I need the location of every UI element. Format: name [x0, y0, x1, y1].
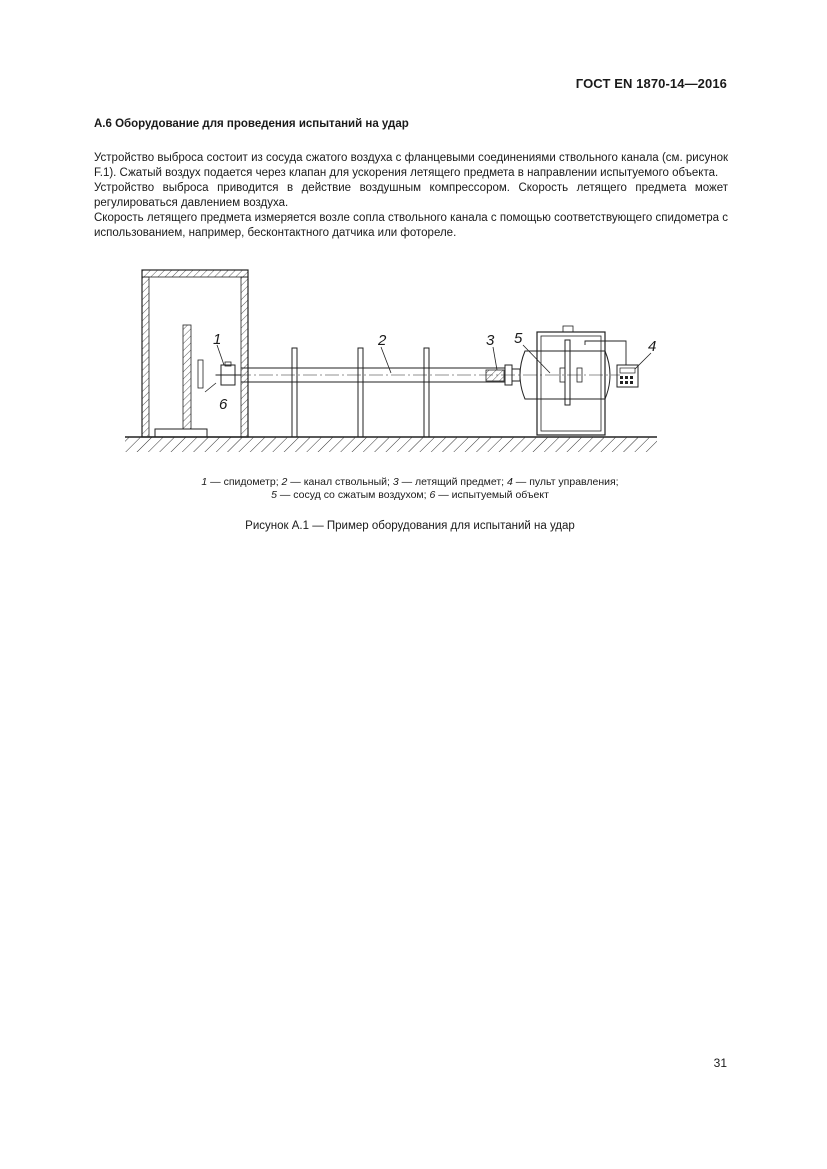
figure-legend: [100, 476, 720, 502]
label-5: 5: [514, 330, 523, 347]
compressed-air-vessel: [520, 326, 610, 435]
section-body: [94, 136, 728, 241]
legend-num-5: 5: [271, 489, 277, 501]
paragraph-1-text: Устройство выброса состоит из сосуда сжатого воздуха с фланцевыми соединениями ствольного канала (см. рисунок F.1). Сжатый воздух подается через клапан для ускорения летящего предмета в направлении испытуемого объекта.: [94, 152, 728, 179]
legend-text-2: — канал ствольный;: [287, 476, 393, 488]
paragraph-2-text: Устройство выброса приводится в действие воздушным компрессором. Скорость летящего предмета может регулироваться давлением воздуха.: [94, 182, 728, 209]
label-4: 4: [648, 338, 657, 355]
test-enclosure: [142, 270, 248, 437]
speedometer: [216, 362, 241, 385]
legend-text-5: — сосуд со сжатым воздухом;: [276, 489, 430, 501]
legend-num-4: 4: [507, 476, 513, 488]
test-object: [155, 325, 207, 437]
page-number: 31: [713, 1056, 727, 1070]
legend-line-1: [100, 476, 720, 489]
legend-num-3: 3: [392, 476, 399, 488]
legend-text-3: — летящий предмет;: [398, 476, 508, 488]
figure-caption: Рисунок А.1 — Пример оборудования для испытаний на удар: [245, 520, 575, 532]
legend-line-2: [100, 489, 720, 502]
label-6: 6: [219, 396, 228, 413]
legend-num-6: 6: [429, 489, 436, 501]
control-panel: [585, 341, 638, 387]
paragraph-3: [94, 211, 728, 241]
legend-text-6: — испытуемый объект: [435, 489, 549, 501]
paragraph-1: [94, 136, 728, 181]
legend-num-2: 2: [281, 476, 288, 488]
paragraph-3-text: Скорость летящего предмета измеряется возле сопла ствольного канала с помощью соответствующего спидометра с использованием, например, бесконтактного датчика или фотореле.: [94, 212, 728, 239]
legend-num-1: 1: [201, 476, 208, 488]
section-title: А.6 Оборудование для проведения испытаний на удар: [94, 118, 409, 130]
ground: [125, 437, 657, 452]
label-2: 2: [378, 332, 387, 349]
label-1: 1: [213, 331, 222, 348]
paragraph-2: [94, 181, 728, 211]
label-3: 3: [486, 332, 495, 349]
barrel-supports: [292, 348, 429, 437]
legend-text-1: — спидометр;: [207, 476, 282, 488]
legend-text-4: — пульт управления;: [512, 476, 619, 488]
document-code: ГОСТ EN 1870-14—2016: [575, 76, 727, 91]
impact-test-equipment-diagram: [120, 265, 660, 460]
section-a6: [94, 117, 728, 134]
barrel-channel: [215, 368, 620, 382]
